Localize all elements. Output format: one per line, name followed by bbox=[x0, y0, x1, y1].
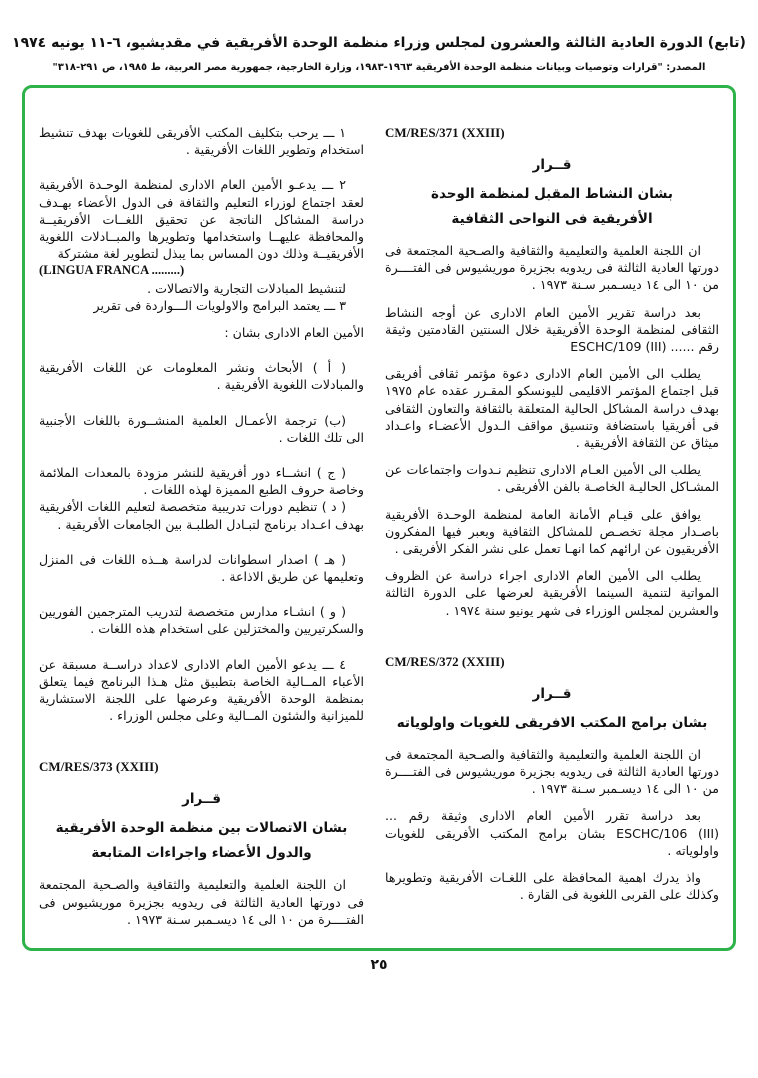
resolution-title-line: بشان الاتصالات بين منظمة الوحدة الأفريقية bbox=[55, 820, 348, 837]
paragraph: ان اللجنة العلمية والتعليمية والثقافية والصـحية المجتمعة فى دورتها العادية الثالثة فى ريدويه بجزيرة موريشيوس فى الفتــــرة من ١٠ الى ١٤ ديسـمبر سـنة ١٩٧٣ . bbox=[385, 243, 719, 293]
latin-term: (LINGUA FRANCA .........) bbox=[39, 263, 185, 278]
resolution-title-line: الأفريقية فى النواحى الثقافية bbox=[451, 211, 653, 227]
paragraph: بعد دراسة تقرر الأمين العام الادارى وثيقة رقم ... ESCHC/106 (III) بشان برامج المكتب الأفريقى للغويات واولوياته . bbox=[385, 808, 720, 858]
list-item: ( هـ ) اصدار اسطوانات لدراسة هــذه اللغات فى المنزل وتعليمها عن طريق الاذاعة . bbox=[39, 551, 364, 585]
content-frame bbox=[22, 85, 736, 951]
page-number: ٢٥ bbox=[370, 957, 388, 974]
resolution-title-line: بشان النشاط المقبل لمنظمة الوحدة bbox=[431, 186, 673, 202]
resolution-code: CM/RES/371 (XXIII) bbox=[385, 125, 505, 140]
right-column bbox=[385, 124, 719, 903]
paragraph: يوافق على قيـام الأمانة العامة لمنظمة الوحـدة الأفريقية باصـدار مجلة تخصـص للمشاكل الثقافية ويعبر فيها المفكرون الأفريقيون عن ارائهم كما انهـا تعمل على نشر الفكر الأفريقى . bbox=[385, 506, 719, 557]
resolution-heading: قــرار bbox=[532, 685, 572, 702]
paragraph: بعد دراسة تقرير الأمين العام الادارى عن أوجه النشاط الثقافى لمنظمة الوحدة الأفريقية خلال السنتين القادمتين وثيقة رقم ...... ESCHC/109 (III) bbox=[385, 304, 719, 355]
resolution-heading: قــرار bbox=[182, 791, 221, 808]
page-header bbox=[0, 0, 758, 75]
list-item: ( د ) تنظيم دورات تدريبية متخصصة لتعليم اللغات الأفريقية بهدف اعـداد برنامج لتبـادل الطلبـة بين الجامعات الأفريقية . bbox=[39, 499, 364, 532]
paragraph: ان اللجنة العلمية والتعليمية والثقافية والصـحية المجتمعة فى دورتها العادية الثالثة فى ريدويه بجزيرة موريشيوس فى الفتــــرة من ١٠ الى ١٤ ديسـمبر سـنة ١٩٧٣ . bbox=[39, 877, 364, 927]
paragraph: يطلب الى الأمين العـام الادارى تنظيم نـدوات واجتماعات عن المشـاكل الحاليـة الخاصـة بالفن الأفريقى . bbox=[385, 462, 719, 495]
list-item: ( ج ) انشــاء دور أفريقية للنشر مزودة بالمعدات الملائمة وخاصة حروف الطبع المميزة لهذه اللغات . bbox=[39, 465, 364, 498]
list-item: ( أ ) الأبحاث ونشر المعلومات عن اللغات الأفريقية والمبادلات اللغوية الأفريقية . bbox=[39, 360, 364, 393]
paragraph: الأمين العام الادارى بشان : bbox=[224, 325, 364, 341]
resolution-title-line: والدول الأعضاء واجراءات المتابعة bbox=[91, 845, 312, 862]
paragraph: يطلب الى الأمين العام الادارى اجراء دراسة عن الظروف المواتية لتنمية السينما الأفريقية لعرضها على الدورة الثالثة والعشرين لمجلس الوزراء فى شهر يونيو سنة ١٩٧٤ . bbox=[385, 568, 719, 618]
numbered-item: ٣ ـــ يعتمد البرامج والاولويات الـــواردة فى تقرير bbox=[93, 297, 346, 313]
left-column bbox=[39, 124, 364, 928]
numbered-item: ٤ ـــ يدعو الأمين العام الادارى لاعداد دراســة مسبقة عن الأعباء المــالية الخاصة بتطبيق مثل هـذا البرنامج فيما يتعلق بمنظمة الوحدة الأفريقية وعرضها على اللجنة الاستشارية للميزانية والشئون المــالية وعلى مجلس الوزراء . bbox=[39, 656, 364, 724]
resolution-title bbox=[39, 816, 364, 866]
resolution-code: CM/RES/372 (XXIII) bbox=[385, 653, 505, 669]
numbered-item: ١ ـــ يرحب بتكليف المكتب الأفريقى للغويات بهدف تنشيط استخدام وتطوير اللغات الأفريقية . bbox=[39, 125, 364, 158]
resolution-title bbox=[385, 182, 719, 232]
page-header-title: (تابع) الدورة العادية الثالثة والعشرون لمجلس وزراء منظمة الوحدة الأفريقية في مقديشيو، ٦-١١ يونيه ١٩٧٤ bbox=[12, 35, 746, 51]
paragraph: يطلب الى الأمين العام الادارى دعوة مؤتمر ثقافى أفريقى قبل اجتماع المؤتمر الاقليمى لليونسكو المقـرر عقده عام ١٩٧٥ بهدف دراسة المشاكل الحالية المتعلقة بالثقافة والتعاون الثقافى فى أفريقيا باستضافة وتنسيق مواقف الـدول الأعضـاء واعـداد ميثاق عن الثقافة الأفريقية . bbox=[385, 366, 719, 451]
paragraph: لتنشيط المبادلات التجارية والاتصالات . bbox=[147, 280, 346, 296]
resolution-code: CM/RES/373 (XXIII) bbox=[39, 759, 159, 775]
numbered-item: ٢ ـــ يدعـو الأمين العام الادارى لمنظمة الوحـدة الأفريقية لعقد اجتماع لوزراء التعليم والثقافة فى الدول الأعضاء بهـدف دراسة المشاكل الناتجة عن تحقيق اللغــات الأفريقيــة والمحافظة عليهــا واستخدامها وتطويرها والمبــادلات اللغوية الأفريقيــة وذلك دون المساس بما يبذل لتطوير لغة مشتركة bbox=[39, 177, 364, 262]
resolution-title: بشان برامج المكتب الافريقى للغويات واولوياته bbox=[396, 714, 708, 731]
paragraph: ان اللجنة العلمية والتعليمية والثقافية والصـحية المجتمعة فى دورتها العادية الثالثة فى ريدويه بجزيرة موريشيوس فى الفتــــرة من ١٠ الى ١٤ ديسـمبر سـنة ١٩٧٣ . bbox=[385, 746, 719, 797]
source-citation: المصدر: "قرارات وتوصيات وبيانات منظمة الوحدة الأفريقية ١٩٦٣-١٩٨٣، وزارة الخارجية، جمهورية مصر العربية، ط ١٩٨٥، ص ٢٩١-٣١٨" bbox=[52, 62, 706, 73]
list-item: (ب) ترجمة الأعمـال العلمية المنشــورة باللغات الأجنبية الى تلك اللغات . bbox=[39, 412, 364, 445]
paragraph: واذ يدرك اهمية المحافظة على اللغـات الأفريقية وتطويرها وكذلك على القربى اللغوية فى القارة . bbox=[385, 870, 719, 903]
list-item: ( و ) انشـاء مدارس متخصصة لتدريب المترجمين الفوريين والسكرتيريين والمختزلين على استخدام هذه اللغات . bbox=[39, 604, 364, 637]
resolution-heading: قــرار bbox=[532, 157, 572, 173]
